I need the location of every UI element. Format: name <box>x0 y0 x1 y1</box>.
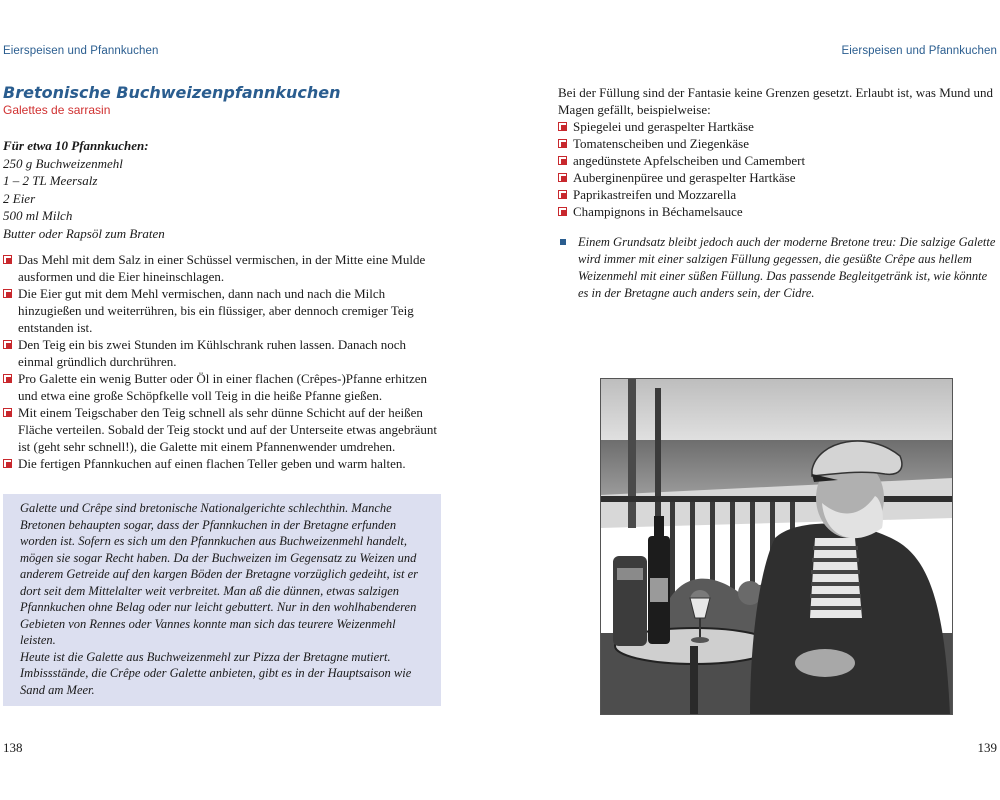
tip-text: Einem Grundsatz bleibt jedoch auch der moderne Bretone treu: Die salzige Galette wird immer mit einer salzigen Füllung gegessen, die gesüßte Crêpe aus hellem Weizenmehl mit einer süßen Füllung. Das passende Begleitgetränk ist, wie könnte es in der Bretagne auch anders sein, der Cidre. <box>578 235 996 300</box>
ingredient-item: 500 ml Milch <box>3 208 73 223</box>
ingredients-heading: Für etwa 10 Pfannkuchen: <box>3 138 149 153</box>
checkbox-bullet-icon <box>3 340 12 349</box>
page-number-right: 139 <box>977 740 997 755</box>
running-head-right: Eierspeisen und Pfannkuchen <box>841 45 997 57</box>
step-item <box>3 455 440 472</box>
step-item <box>3 404 440 455</box>
step-item <box>3 251 440 285</box>
info-paragraph: Galette und Crêpe sind bretonische Nationalgerichte schlechthin. Manche Bretonen behaupten sogar, dass der Pfannkuchen in der Bretagne erfunden worden ist. Sofern es sich um den Pfannkuchen aus Buchweizenmehl handelt, mögen sie sogar Recht haben. Da der Buchweizen im Gegensatz zu Weizen und anderem Getreide auf den kargen Böden der Bretagne vorzüglich gedeiht, ist er dort seit dem Mittelalter weit verbreitet. Man aß die dünnen, etwas salzigen Pfannkuchen ohne Belag oder nur leicht gebuttert. Nur in den wohlhabenderen Gebieten von Rennes oder Vannes konnte man sich das teurere Weizenmehl leisten. <box>20 501 419 647</box>
step-item <box>3 336 440 370</box>
checkbox-bullet-icon <box>3 459 12 468</box>
filling-item <box>558 118 998 135</box>
ingredient-list <box>3 137 165 242</box>
checkbox-bullet-icon <box>558 190 567 199</box>
checkbox-bullet-icon <box>558 207 567 216</box>
tip-note <box>558 234 998 302</box>
ingredient-item: 2 Eier <box>3 190 36 206</box>
step-text: Pro Galette ein wenig Butter oder Öl in einer flachen (Crêpes-)Pfanne erhitzen und etwa eine große Schöpfkelle voll Teig in die heiße Pfanne gießen. <box>18 371 427 403</box>
step-text: Mit einem Teigschaber den Teig schnell als sehr dünne Schicht auf der heißen Fläche verteilen. Sobald der Teig stockt und auf der Unterseite etwas angebräunt ist (geht sehr schnell!), die Galette mit einem Pfannenwender umdrehen. <box>18 405 438 454</box>
checkbox-bullet-icon <box>3 289 12 298</box>
checkbox-bullet-icon <box>3 408 12 417</box>
filling-item <box>558 152 998 169</box>
ingredient-item: Butter oder Rapsöl zum Braten <box>3 225 165 241</box>
filling-text: Tomatenscheiben und Ziegenkäse <box>573 136 749 151</box>
step-item <box>3 370 440 404</box>
filling-text: angedünstete Apfelscheiben und Camembert <box>573 153 806 168</box>
checkbox-bullet-icon <box>3 255 12 264</box>
step-text: Die Eier gut mit dem Mehl vermischen, dann nach und nach die Milch hinzugießen und weiterrühren, bis ein flüssiger, aber dennoch cremiger Teig entstanden ist. <box>18 286 414 335</box>
filling-text: Paprikastreifen und Mozzarella <box>573 187 737 202</box>
recipe-title: Bretonische Buchweizenpfannkuchen <box>3 83 341 102</box>
filling-list <box>558 118 998 220</box>
filling-item <box>558 135 998 152</box>
recipe-subtitle: Galettes de sarrasin <box>3 103 111 117</box>
step-item <box>3 285 440 336</box>
ingredient-item: 250 g Buchweizenmehl <box>3 155 123 171</box>
illustration-breton-man <box>600 378 953 715</box>
filling-intro: Bei der Füllung sind der Fantasie keine Grenzen gesetzt. Erlaubt ist, was Mund und Magen gefällt, beispielweise: <box>558 85 994 117</box>
info-paragraph: Heute ist die Galette aus Buchweizenmehl zur Pizza der Bretagne mutiert. Imbissstände, die Crêpe oder Galette anbieten, gibt es in der Hauptsaison wie Sand am Meer. <box>20 649 412 697</box>
checkbox-bullet-icon <box>558 173 567 182</box>
page-number-left: 138 <box>3 740 23 755</box>
ingredient-item: 1 – 2 TL Meersalz <box>3 173 98 188</box>
checkbox-bullet-icon <box>558 156 567 165</box>
checkbox-bullet-icon <box>558 122 567 131</box>
step-list <box>3 251 440 472</box>
checkbox-bullet-icon <box>558 139 567 148</box>
info-box <box>3 494 441 706</box>
checkbox-bullet-icon <box>3 374 12 383</box>
filling-item <box>558 186 998 203</box>
filling-item <box>558 169 998 186</box>
running-head-left: Eierspeisen und Pfannkuchen <box>3 45 159 57</box>
filling-text: Spiegelei und geraspelter Hartkäse <box>573 119 754 134</box>
step-text: Die fertigen Pfannkuchen auf einen flachen Teller geben und warm halten. <box>18 456 406 471</box>
filling-text: Auberginenpüree und geraspelter Hartkäse <box>573 170 796 185</box>
filling-text: Champignons in Béchamelsauce <box>573 204 743 219</box>
filling-item <box>558 203 998 220</box>
step-text: Den Teig ein bis zwei Stunden im Kühlschrank ruhen lassen. Danach noch einmal gründlich durchrühren. <box>18 337 407 369</box>
square-bullet-icon <box>560 239 566 245</box>
step-text: Das Mehl mit dem Salz in einer Schüssel vermischen, in der Mitte eine Mulde ausformen und die Eier hineinschlagen. <box>18 252 426 284</box>
